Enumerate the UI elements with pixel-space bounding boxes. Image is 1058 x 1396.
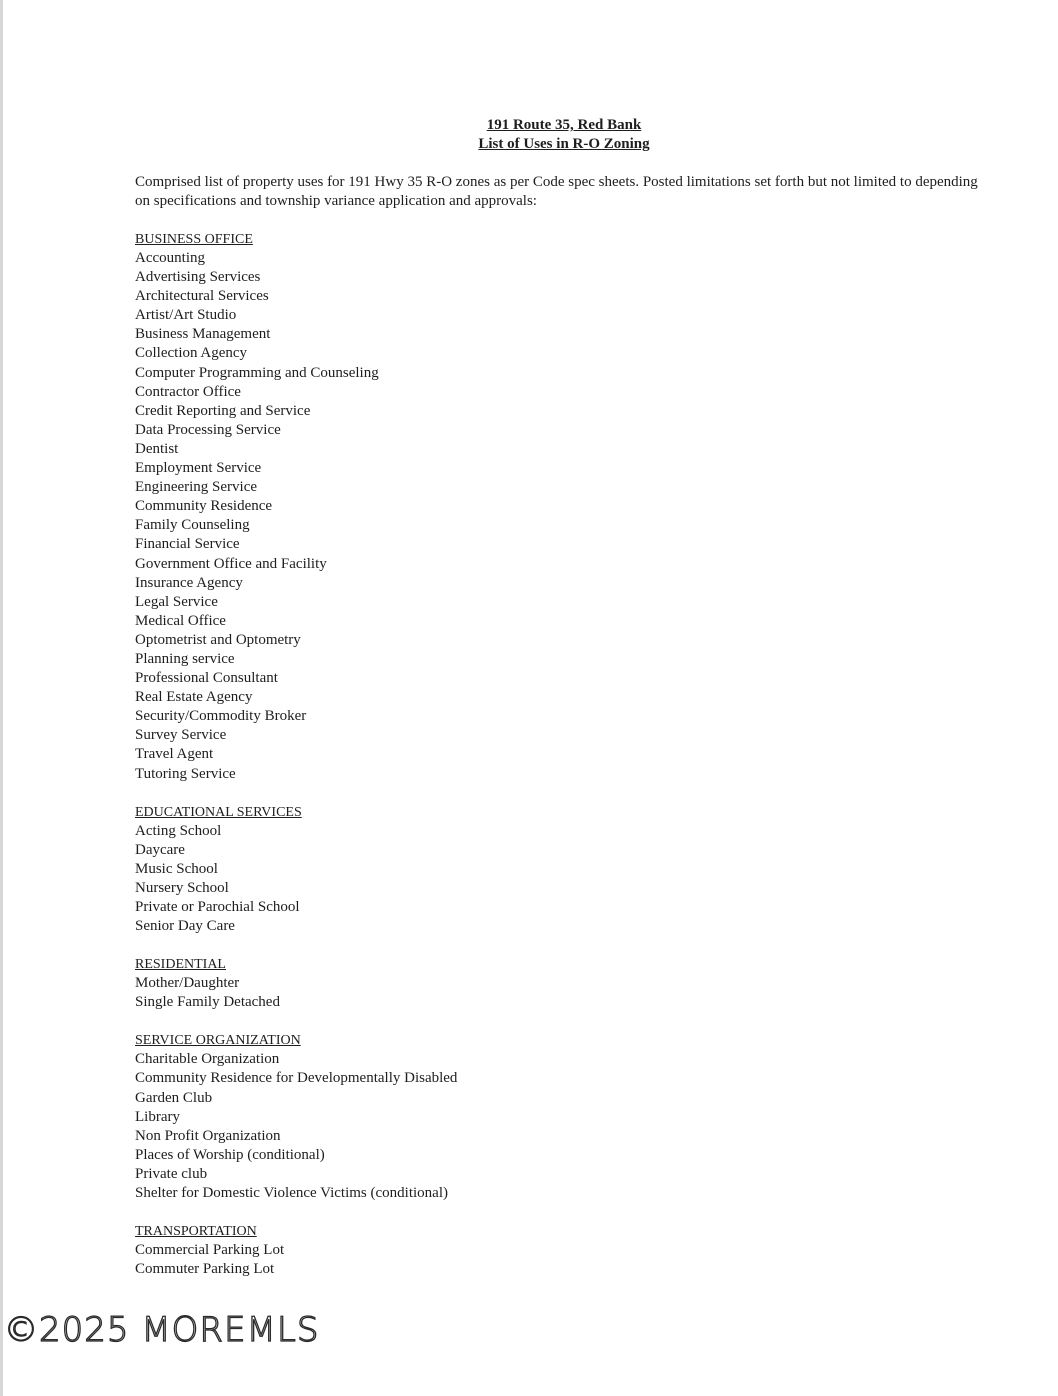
page-left-edge (0, 0, 3, 1396)
document-title (0, 116, 1058, 154)
document-page (135, 116, 1005, 1279)
use-list (135, 249, 1005, 784)
use-list-item: Music School (135, 860, 218, 877)
use-list-item: Single Family Detached (135, 994, 280, 1011)
use-list-item: Planning service (135, 650, 235, 667)
use-list-item: Garden Club (135, 1089, 213, 1106)
use-list-item: Library (135, 1108, 180, 1125)
use-list-item: Data Processing Service (135, 421, 281, 438)
intro-paragraph: Comprised list of property uses for 191 Hwy 35 R-O zones as per Code spec sheets. Posted limitations set forth but not limited to depending on specifications and township variance application and approvals: (135, 174, 978, 209)
use-list-item: Places of Worship (conditional) (135, 1146, 325, 1163)
use-list-item: Architectural Services (135, 288, 269, 305)
use-list-item: Senior Day Care (135, 918, 235, 935)
use-list-item: Contractor Office (135, 383, 241, 400)
use-list-item: Commuter Parking Lot (135, 1261, 275, 1278)
use-list-item: Computer Programming and Counseling (135, 364, 379, 381)
use-list-item: Security/Commodity Broker (135, 708, 307, 725)
section-heading: BUSINESS OFFICE (135, 232, 253, 247)
use-list-item: Artist/Art Studio (135, 307, 237, 324)
use-list (135, 974, 1005, 1012)
title-subject: List of Uses in R-O Zoning (478, 136, 650, 152)
use-list-item: Survey Service (135, 727, 227, 744)
section-heading: EDUCATIONAL SERVICES (135, 804, 302, 820)
use-list-item: Mother/Daughter (135, 975, 240, 992)
section-residential (135, 955, 1005, 1012)
use-list-item: Private club (135, 1165, 208, 1182)
use-list-item: Non Profit Organization (135, 1127, 281, 1144)
use-list-item: Collection Agency (135, 345, 248, 362)
sections-container (135, 230, 1005, 1279)
use-list-item: Engineering Service (135, 479, 258, 496)
use-list-item: Professional Consultant (135, 670, 278, 687)
use-list-item: Financial Service (135, 536, 240, 553)
title-address: 191 Route 35, Red Bank (486, 117, 642, 133)
use-list-item: Optometrist and Optometry (135, 631, 301, 648)
use-list-item: Accounting (135, 250, 205, 266)
use-list-item: Medical Office (135, 612, 226, 629)
use-list-item: Acting School (135, 822, 222, 839)
use-list-item: Real Estate Agency (135, 689, 253, 706)
use-list-item: Legal Service (135, 593, 218, 610)
section-business-office (135, 230, 1005, 784)
section-heading: SERVICE ORGANIZATION (135, 1033, 301, 1049)
copyright-watermark: ©2025 MOREMLS (4, 1310, 320, 1350)
use-list-item: Shelter for Domestic Violence Victims (conditional) (135, 1185, 448, 1202)
use-list-item: Government Office and Facility (135, 555, 327, 572)
use-list (135, 1241, 1005, 1279)
use-list-item: Community Residence (135, 498, 273, 515)
use-list-item: Daycare (135, 841, 185, 858)
use-list-item: Credit Reporting and Service (135, 402, 311, 419)
section-transportation (135, 1222, 1005, 1279)
section-educational-services (135, 803, 1005, 937)
use-list-item: Family Counseling (135, 517, 250, 534)
use-list (135, 1050, 1005, 1203)
use-list (135, 822, 1005, 937)
use-list-item: Nursery School (135, 879, 229, 896)
use-list-item: Travel Agent (135, 746, 214, 763)
section-heading: RESIDENTIAL (135, 957, 226, 973)
section-service-organization (135, 1031, 1005, 1203)
section-heading: TRANSPORTATION (135, 1224, 257, 1240)
use-list-item: Private or Parochial School (135, 899, 300, 915)
use-list-item: Advertising Services (135, 269, 261, 286)
use-list-item: Tutoring Service (135, 765, 236, 782)
use-list-item: Employment Service (135, 460, 262, 477)
use-list-item: Business Management (135, 326, 271, 343)
use-list-item: Commercial Parking Lot (135, 1242, 285, 1259)
use-list-item: Dentist (135, 440, 179, 457)
use-list-item: Community Residence for Developmentally Disabled (135, 1070, 458, 1087)
use-list-item: Insurance Agency (135, 574, 243, 591)
use-list-item: Charitable Organization (135, 1051, 280, 1068)
